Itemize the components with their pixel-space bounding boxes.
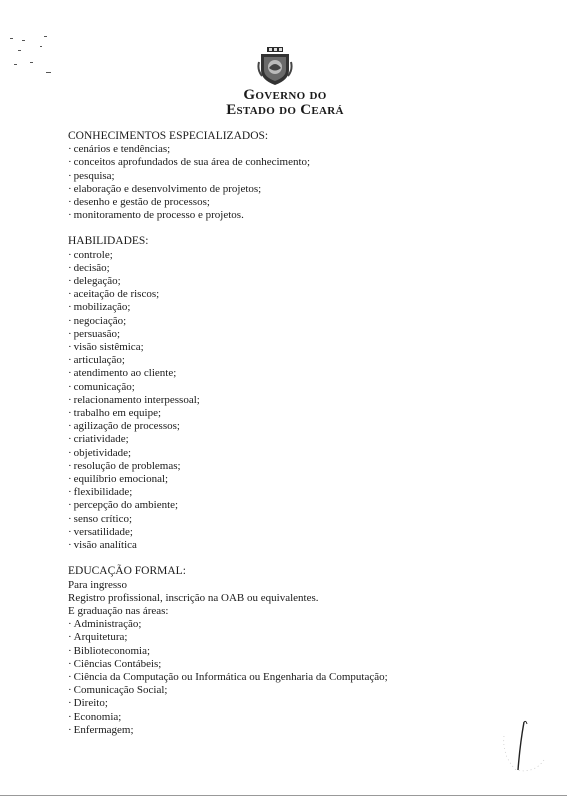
list-habilidades	[68, 249, 538, 553]
list-item: · Economia;	[68, 711, 538, 724]
list-item: · monitoramento de processo e projetos.	[68, 209, 538, 222]
list-item: · atendimento ao cliente;	[68, 367, 538, 380]
list-item: · elaboração e desenvolvimento de projetos;	[68, 183, 538, 196]
list-item: · relacionamento interpessoal;	[68, 394, 538, 407]
list-item: · Arquitetura;	[68, 631, 538, 644]
list-item: · agilização de processos;	[68, 420, 538, 433]
list-item: · Biblioteconomia;	[68, 645, 538, 658]
list-item: · resolução de problemas;	[68, 460, 538, 473]
list-item: · controle;	[68, 249, 538, 262]
list-item: · cenários e tendências;	[68, 143, 538, 156]
list-item: · pesquisa;	[68, 170, 538, 183]
list-item: · delegação;	[68, 275, 538, 288]
list-item: · Ciências Contábeis;	[68, 658, 538, 671]
list-item: · decisão;	[68, 262, 538, 275]
list-item: · Enfermagem;	[68, 724, 538, 737]
list-educacao	[68, 618, 538, 737]
government-title	[200, 88, 370, 118]
handwritten-initial	[500, 716, 550, 776]
list-item: · objetividade;	[68, 447, 538, 460]
page-bottom-rule	[0, 795, 567, 796]
section-title-habilidades: HABILIDADES:	[68, 235, 149, 248]
list-item: · comunicação;	[68, 381, 538, 394]
list-item: · visão sistêmica;	[68, 341, 538, 354]
list-conhecimentos	[68, 143, 538, 222]
government-title-line2: Estado do Ceará	[226, 102, 344, 118]
list-item: · percepção do ambiente;	[68, 499, 538, 512]
state-crest-icon	[257, 46, 293, 86]
list-item: · mobilização;	[68, 301, 538, 314]
educacao-line-registro: Registro profissional, inscrição na OAB ou equivalentes.	[68, 591, 319, 604]
list-item: · trabalho em equipe;	[68, 407, 538, 420]
list-item: · equilíbrio emocional;	[68, 473, 538, 486]
educacao-line-graduacao: E graduação nas áreas:	[68, 604, 169, 617]
list-item: · criatividade;	[68, 433, 538, 446]
list-item: · senso crítico;	[68, 513, 538, 526]
list-item: · versatilidade;	[68, 526, 538, 539]
list-item: · aceitação de riscos;	[68, 288, 538, 301]
list-item: · articulação;	[68, 354, 538, 367]
list-item: · desenho e gestão de processos;	[68, 196, 538, 209]
list-item: · conceitos aprofundados de sua área de conhecimento;	[68, 156, 538, 169]
list-item: · persuasão;	[68, 328, 538, 341]
document-body	[68, 130, 538, 737]
list-item: · negociação;	[68, 315, 538, 328]
list-item: · Ciência da Computação ou Informática ou Engenharia da Computação;	[68, 671, 538, 684]
section-title-educacao: EDUCAÇÃO FORMAL:	[68, 565, 186, 578]
section-title-conhecimentos: CONHECIMENTOS ESPECIALIZADOS:	[68, 130, 269, 142]
list-item: · flexibilidade;	[68, 486, 538, 499]
list-item: · Comunicação Social;	[68, 684, 538, 697]
government-title-line1: Governo do	[243, 87, 327, 103]
list-item: · Administração;	[68, 618, 538, 631]
scan-marks	[10, 28, 70, 88]
list-item: · Direito;	[68, 697, 538, 710]
list-item: · visão analítica	[68, 539, 538, 552]
educacao-line-ingresso: Para ingresso	[68, 578, 127, 591]
